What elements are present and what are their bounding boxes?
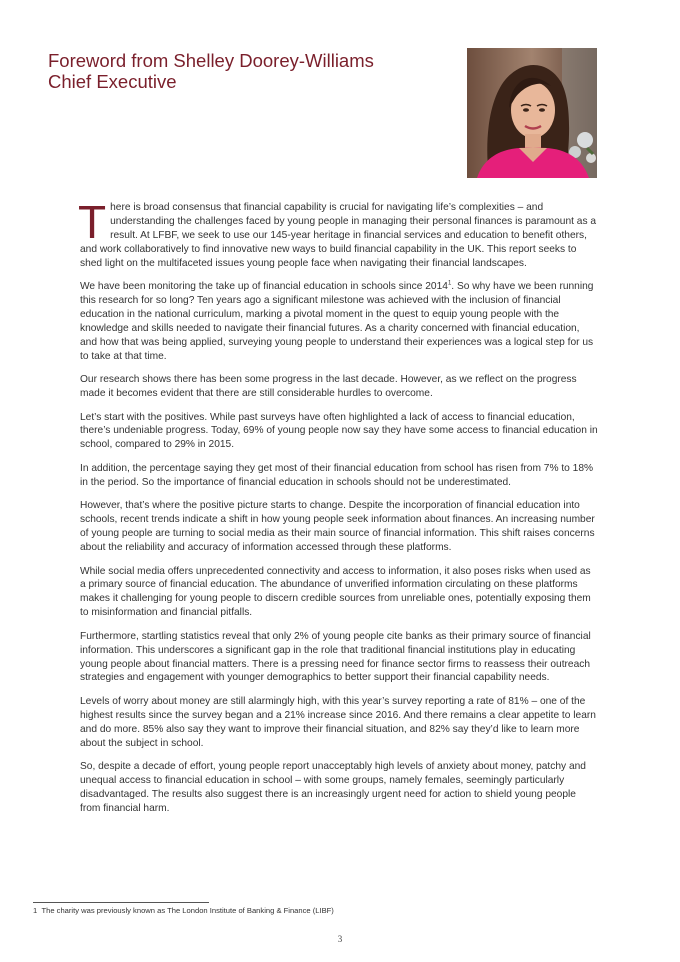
footnote-text: The charity was previously known as The London Institute of Banking & Finance (LIBF) — [41, 906, 334, 915]
title-line-1: Foreword from Shelley Doorey-Williams — [48, 50, 374, 71]
footnote-divider — [33, 902, 209, 903]
intro-paragraph — [78, 196, 598, 271]
footnote-number: 1 — [33, 906, 38, 915]
foreword-body — [78, 196, 598, 825]
paragraph-6: However, that’s where the positive picture starts to change. Despite the incorporation of financial education into schools, recent trends indicate a shift in how young people seek information about finances. An increasing number of young people are turning to social media as their main source of financial information. This shift raises concerns about the reliability and accuracy of information accessed through these platforms. — [80, 500, 595, 553]
paragraph-2 — [80, 280, 598, 363]
drop-cap: T — [78, 196, 107, 248]
footnote — [33, 906, 334, 915]
paragraph-5: In addition, the percentage saying they get most of their financial education from school has risen from 7% to 18% in the period. So the importance of financial education in schools should not be underestimated. — [80, 462, 594, 488]
paragraph-9: Levels of worry about money are still alarmingly high, with this year’s survey reporting a rate of 81% – one of the highest results since the survey began and a 21% increase since 2016. And there remains a clear appetite to learn and do more. 85% also say they want to improve their financial situation, and 82% say they’d like to learn more about the subject in school. — [80, 695, 596, 749]
paragraph-7: While social media offers unprecedented connectivity and access to information, it also poses risks when used as a primary source of financial education. The abundance of unverified information circulating on these platforms makes it challenging for young people to discern credible sources from unreliable ones, potentially exposing them to misinformation and financial pitfalls. — [80, 565, 591, 619]
intro-text: here is broad consensus that financial capability is crucial for navigating life’s complexities – and understanding the challenges faced by young people in managing their personal finances is paramount as a result. At LFBF, we seek to use our 145-year heritage in financial services and education to benefit others, and work collaboratively to find innovative new ways to build financial capability in the UK. This report seeks to shed light on the multifaceted issues young people face when navigating their financial landscapes. — [80, 202, 597, 269]
paragraph-2-end: . So why have we been running this research for so long? Ten years ago a significant milestone was achieved with the inclusion of financial education in the national curriculum, marking a pivotal moment in the quest to equip young people with the knowledge and skills needed to navigate their financial futures. As a charity concerned with financial education, and how that was being applied, surveying young people to understand their experiences was a logical step for us to take at that time. — [80, 281, 594, 362]
chief-executive-portrait — [467, 48, 597, 178]
title-line-2: Chief Executive — [48, 71, 177, 92]
paragraph-8: Furthermore, startling statistics reveal that only 2% of young people cite banks as their primary source of financial information. This underscores a significant gap in the role that traditional financial institutions play in educating young people about financial matters. There is a pressing need for finance sector firms to reassess their outreach strategies and engagement with younger demographics to better support their financial capability needs. — [80, 630, 591, 684]
footnote-reference[interactable]: 1 — [447, 280, 452, 287]
paragraph-10: So, despite a decade of effort, young people report unacceptably high levels of anxiety about money, patchy and unequal access to financial education in school – with some groups, namely females, seemingly particularly disadvantaged. The results also suggest there is an increasingly urgent need for action to shield young people from financial harm. — [80, 761, 586, 814]
paragraph-3: Our research shows there has been some progress in the last decade. However, as we reflect on the progress made it becomes evident that there are still considerable hurdles to overcome. — [80, 374, 577, 400]
page-title — [48, 50, 374, 92]
paragraph-2-start: We have been monitoring the take up of financial education in schools since 2014 — [80, 281, 448, 293]
paragraph-4: Let’s start with the positives. While past surveys have often highlighted a lack of access to financial education, there’s undeniable progress. Today, 69% of young people now say they have some access to financial education in school, compared to 29% in 2015. — [80, 411, 598, 451]
page-number: 3 — [337, 934, 343, 944]
